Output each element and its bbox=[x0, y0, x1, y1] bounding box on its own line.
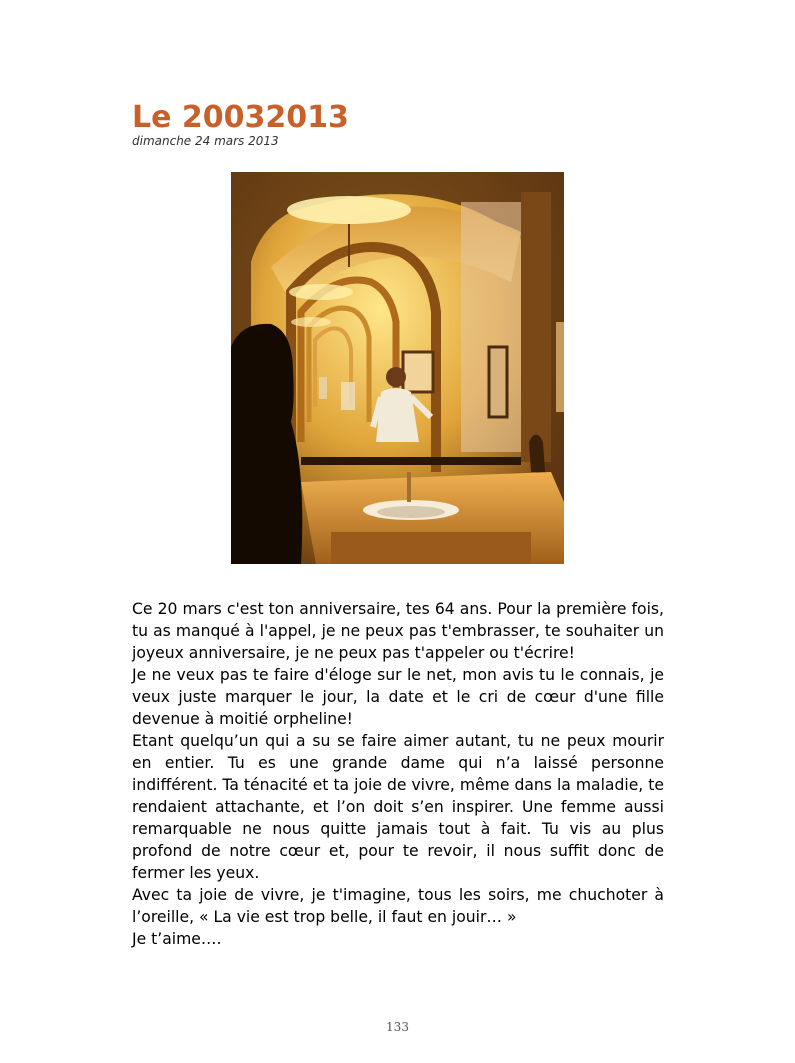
post-photo bbox=[231, 172, 564, 564]
page-number: 133 bbox=[386, 1020, 409, 1034]
post-title: Le 20032013 bbox=[132, 100, 349, 135]
body-paragraph: Je t’aime…. bbox=[132, 930, 222, 948]
body-paragraph: Etant quelqu’un qui a su se faire aimer autant, tu ne peux mourir en entier. Tu es une grande dame qui n’a laissé personne indifférent. Ta ténacité et ta joie de vivre, même dans la maladie, te rendaient attachante, et l’on doit s’en inspirer. Une femme aussi remarquable ne nous quitte jamais tout à fait. Tu vis au plus profond de notre cœur et, pour te revoir, il nous suffit donc de fermer les yeux. bbox=[132, 732, 664, 882]
mirror-room-illustration bbox=[231, 172, 564, 564]
post-date: dimanche 24 mars 2013 bbox=[132, 134, 279, 148]
body-paragraph: Ce 20 mars c'est ton anniversaire, tes 64 ans. Pour la première fois, tu as manqué à l'appel, je ne peux pas t'embrasser, te souhaiter un joyeux anniversaire, je ne peux pas t'appeler ou t'écrire! bbox=[132, 600, 664, 662]
body-paragraph: Avec ta joie de vivre, je t'imagine, tous les soirs, me chuchoter à l’oreille, « La vie est trop belle, il faut en jouir… » bbox=[132, 886, 664, 926]
body-paragraph: Je ne veux pas te faire d'éloge sur le net, mon avis tu le connais, je veux juste marquer le jour, la date et le cri de cœur d'une fille devenue à moitié orpheline! bbox=[132, 666, 664, 728]
post-body bbox=[132, 598, 664, 950]
